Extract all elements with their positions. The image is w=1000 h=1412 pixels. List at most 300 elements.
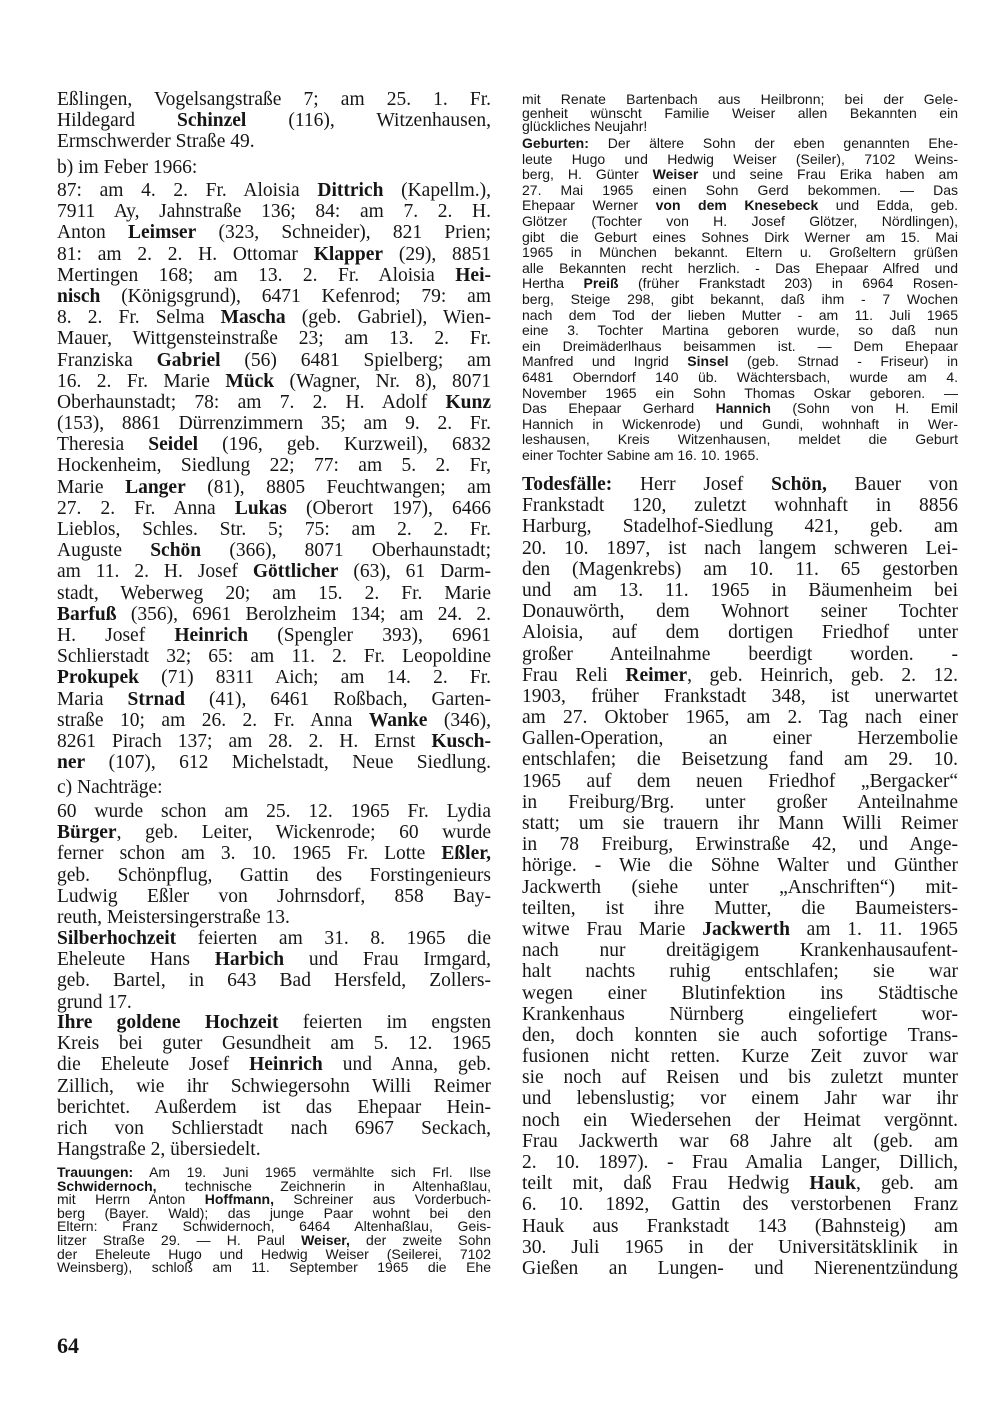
text-segment: (323, Schneider), 821 Prien; xyxy=(196,222,491,244)
text-line xyxy=(57,907,491,928)
bold-name: Göttlicher xyxy=(252,561,339,583)
bold-name: Schwidernoch, xyxy=(57,1177,157,1194)
text-segment: Eltern: Franz Schwidernoch, 6464 Altenhaßlau, Geis- xyxy=(57,1218,491,1235)
bold-name: Wanke xyxy=(368,709,428,731)
text-segment: und am 13. 11. 1965 in Bäumenheim bei xyxy=(522,579,958,601)
text-line xyxy=(57,1139,491,1160)
bold-name: Seidel xyxy=(148,434,199,456)
text-line xyxy=(522,183,958,199)
text-line xyxy=(522,308,958,324)
text-segment: Theresia xyxy=(57,434,149,456)
bold-name: Bürger xyxy=(57,822,117,844)
text-segment: (Spengler 393), 6961 xyxy=(248,624,491,646)
text-line xyxy=(57,843,491,864)
text-segment: rich von Schlierstadt nach 6967 Seckach, xyxy=(57,1117,491,1139)
text-segment: Schreiner aus Vorderbuch- xyxy=(273,1191,491,1208)
text-line xyxy=(522,276,958,292)
text-segment: der zweite Sohn xyxy=(349,1231,491,1248)
text-segment: ein Dreimäderlhaus beisammen ist. — Dem Ehepaar xyxy=(522,337,958,354)
bold-name: Geburten: xyxy=(522,135,589,151)
text-line xyxy=(57,970,491,991)
text-segment: am 11. 2. H. Josef xyxy=(57,561,253,583)
text-segment: 60 wurde schon am 25. 12. 1965 Fr. Lydia xyxy=(57,801,491,822)
text-segment: (56) 6481 Spielberg; am xyxy=(220,349,491,371)
text-segment: Jackwerth (siehe unter „Anschriften“) mit- xyxy=(522,876,958,898)
text-line xyxy=(57,307,491,328)
bold-name: Heinrich xyxy=(174,624,249,646)
text-segment: 20. 10. 1897, ist nach langem schweren Lei- xyxy=(522,537,958,559)
text-line xyxy=(57,731,491,752)
bold-name: Weiser xyxy=(652,166,699,183)
text-line xyxy=(522,1046,958,1067)
text-segment: Frankstadt 120, zuletzt wohnhaft in 8856 xyxy=(522,495,958,517)
text-line xyxy=(57,1012,491,1033)
text-segment: noch ein Wiedersehen der Heimat vergönnt. xyxy=(522,1109,958,1131)
bold-name: ner xyxy=(57,752,86,774)
text-line xyxy=(522,474,958,495)
text-line xyxy=(522,728,958,749)
text-segment: am 1. 11. 1965 xyxy=(789,918,958,940)
text-segment: (Kapellm.), xyxy=(383,180,491,201)
text-line xyxy=(522,292,958,308)
text-line xyxy=(57,752,491,773)
bold-name: Lukas xyxy=(234,497,287,519)
text-line xyxy=(522,495,958,516)
text-segment: Eheleute Hans xyxy=(57,949,215,971)
text-segment: , geb. am xyxy=(856,1173,958,1195)
bold-name: Dittrich xyxy=(317,180,384,201)
text-segment: Harburg, Stadelhof-Siedlung 421, geb. am xyxy=(522,516,958,538)
paragraph-addenda xyxy=(57,801,491,928)
text-line xyxy=(522,771,958,792)
text-line xyxy=(522,538,958,559)
text-line xyxy=(57,625,491,646)
bold-name: Weiser, xyxy=(301,1231,350,1248)
text-line xyxy=(522,601,958,622)
text-line xyxy=(522,432,958,448)
text-line xyxy=(522,813,958,834)
text-line xyxy=(57,519,491,540)
bold-name: Eßler, xyxy=(441,843,491,865)
text-segment: 81: am 2. 2. H. Ottomar xyxy=(57,243,314,265)
text-segment: Glötzer (Tochter von H. Josef Glötzer, Nördlingen), xyxy=(522,212,958,229)
text-segment: nach nur dreitägigem Krankenhausaufent- xyxy=(522,940,958,962)
text-segment: 27. Mai 1965 einen Sohn Gerd bekommen. — Das xyxy=(522,181,958,198)
text-line xyxy=(522,1088,958,1109)
text-segment: 7911 Ay, Jahnstraße 136; 84: am 7. 2. H. xyxy=(57,201,491,223)
bold-name: Mascha xyxy=(220,307,286,329)
paragraph-birthdays-february xyxy=(57,180,491,773)
text-segment: (346), xyxy=(427,709,491,731)
bold-name: Hoffmann, xyxy=(204,1191,274,1208)
text-segment: entschlafen; die Beisetzung fand am 29. 10. xyxy=(522,749,958,771)
bold-name: von dem Knesebeck xyxy=(655,197,819,214)
paragraph-golden-wedding xyxy=(57,1012,491,1160)
text-line xyxy=(57,886,491,907)
bold-name: Ihre goldene Hochzeit xyxy=(57,1012,279,1033)
text-segment: glückliches Neujahr! xyxy=(522,118,648,135)
text-segment: und Frau Irmgard, xyxy=(284,949,491,971)
text-line xyxy=(57,434,491,455)
text-line xyxy=(522,370,958,386)
text-segment: berg, Steige 298, gibt bekannt, daß ihm - 7 Wochen xyxy=(522,290,958,307)
text-segment: Krankenhaus Nürnberg eingeliefert wor- xyxy=(522,1003,958,1025)
text-segment: großer Anteilnahme beerdigt worden. - xyxy=(522,643,958,665)
text-line xyxy=(522,448,958,464)
text-line xyxy=(522,961,958,982)
bold-name: Hei- xyxy=(455,264,491,286)
bold-name: nisch xyxy=(57,285,101,307)
text-segment: fusionen nicht retten. Kurze Zeit zuvor war xyxy=(522,1046,958,1068)
text-segment: (Oberort 197), 6466 xyxy=(286,497,491,519)
text-segment: Zillich, wie ihr Schwiegersohn Willi Reimer xyxy=(57,1075,491,1097)
text-segment: Bauer von xyxy=(826,474,959,495)
bold-name: Leimser xyxy=(128,222,197,244)
text-segment: (153), 8861 Dürrenzimmern 35; am 9. 2. Fr. xyxy=(57,413,491,435)
text-segment: hörige. - Wie die Söhne Walter und Günther xyxy=(522,855,958,877)
text-segment: 8. 2. Fr. Selma xyxy=(57,307,221,329)
text-line xyxy=(522,898,958,919)
text-segment: (107), 612 Michelstadt, Neue Siedlung. xyxy=(85,752,491,774)
text-segment: witwe Frau Marie xyxy=(522,918,703,940)
text-segment: (geb. Gabriel), Wien- xyxy=(285,307,491,329)
text-segment: geb. Schönpflug, Gattin des Forstingenieurs xyxy=(57,864,491,886)
text-segment: , geb. Heinrich, geb. 2. 12. xyxy=(687,664,958,686)
text-segment: Gallen-Operation, an einer Herzembolie xyxy=(522,728,958,750)
text-segment: 1903, früher Frankstadt 348, ist unerwartet xyxy=(522,685,958,707)
text-line xyxy=(522,1194,958,1215)
text-line xyxy=(522,1173,958,1194)
text-segment: H. Josef xyxy=(57,624,175,646)
bold-name: Langer xyxy=(125,476,186,498)
text-segment: feierten am 31. 8. 1965 die xyxy=(176,928,491,949)
text-segment: stadt, Weberweg 20; am 15. 2. Fr. Marie xyxy=(57,582,491,604)
text-line xyxy=(57,498,491,519)
text-line xyxy=(57,89,491,110)
paragraph-birthdays-january-end xyxy=(57,89,491,153)
text-segment: Mauer, Wittgensteinstraße 23; am 13. 2. Fr. xyxy=(57,328,491,350)
text-segment: Auguste xyxy=(57,540,151,562)
text-segment: Hannich in Wickenrode) und Gundi, wohnhaft in Wer- xyxy=(522,415,958,432)
text-line xyxy=(522,136,958,152)
text-segment: Manfred und Ingrid xyxy=(522,353,688,370)
text-line xyxy=(57,1076,491,1097)
bold-name: Jackwerth xyxy=(702,918,790,940)
text-segment: Herr Josef xyxy=(612,474,772,495)
text-segment: leute Hugo und Hedwig Weiser (Seiler), 7102 Weins- xyxy=(522,150,958,167)
text-segment: c) Nachträge: xyxy=(57,777,163,798)
text-line xyxy=(57,561,491,582)
bold-name: Kusch- xyxy=(431,730,491,752)
text-line xyxy=(57,1097,491,1118)
text-segment: Maria xyxy=(57,688,128,710)
text-segment: Frau Jackwerth war 68 Jahre alt (geb. am xyxy=(522,1130,958,1152)
text-segment: Marie xyxy=(57,476,126,498)
bold-name: Kunz xyxy=(445,391,491,413)
text-line xyxy=(57,1261,491,1275)
text-line xyxy=(522,940,958,961)
text-line xyxy=(522,245,958,261)
text-segment: der Eheleute Hugo und Hedwig Weiser (Seilerei, 7102 xyxy=(57,1245,491,1262)
subheading-february xyxy=(57,157,491,178)
text-line xyxy=(522,1152,958,1173)
text-segment: und lebenslustig; vor einem Jahr war ihr xyxy=(522,1088,958,1110)
text-segment: Ermschwerder Straße 49. xyxy=(57,131,255,153)
text-line xyxy=(57,328,491,349)
text-line xyxy=(522,1110,958,1131)
bold-name: Harbich xyxy=(214,949,285,971)
text-line xyxy=(57,865,491,886)
text-segment: berg, H. Günter xyxy=(522,166,653,183)
text-line xyxy=(522,323,958,339)
text-segment: Kreis bei guter Gesundheit am 5. 12. 1965 xyxy=(57,1033,491,1055)
text-segment: (366), 8071 Oberhaunstadt; xyxy=(201,540,491,562)
text-segment: Das Ehepaar Gerhard xyxy=(522,400,716,417)
text-segment: alle Bekannten recht herzlich. - Das Ehepaar Alfred und xyxy=(522,259,958,276)
text-segment: Hangstraße 2, übersiedelt. xyxy=(57,1139,261,1161)
text-line xyxy=(522,339,958,355)
bold-name: Hauk xyxy=(809,1173,857,1195)
text-line xyxy=(522,1025,958,1046)
text-segment: die Eheleute Josef xyxy=(57,1054,250,1076)
text-segment: 6. 10. 1892, Gattin des verstorbenen Franz xyxy=(522,1194,958,1216)
text-line xyxy=(57,477,491,498)
text-segment: Anton xyxy=(57,222,128,244)
text-line xyxy=(522,1258,958,1279)
text-segment: (Sohn von H. Emil xyxy=(770,400,958,417)
text-segment: genheit wünscht Familie Weiser allen Bekannten ein xyxy=(522,104,958,121)
text-segment: sie noch auf Reisen und bis zuletzt munter xyxy=(522,1067,958,1089)
text-segment: (früher Frankstadt 203) in 6964 Rosen- xyxy=(618,275,958,292)
text-segment: 6481 Oberndorf 140 üb. Wächtersbach, wurde am 4. xyxy=(522,368,958,385)
bold-name: Schinzel xyxy=(177,110,247,132)
text-line xyxy=(522,855,958,876)
text-line xyxy=(522,834,958,855)
text-segment: (29), 8851 xyxy=(383,243,491,265)
text-segment: Gießen an Lungen- und Nierenentzündung xyxy=(522,1257,958,1279)
text-segment: teilten, ist ihre Mutter, die Baumeisters- xyxy=(522,897,958,919)
text-segment: Am 19. Juni 1965 vermählte sich Frl. Ilse xyxy=(133,1164,491,1180)
text-segment: in 78 Freiburg, Erwinstraße 42, und Ange- xyxy=(522,834,958,856)
text-line xyxy=(522,1216,958,1237)
text-segment: Weinsberg), schloß am 11. September 1965 die Ehe xyxy=(57,1259,491,1276)
text-segment: Eßlingen, Vogelsangstraße 7; am 25. 1. Fr. xyxy=(57,89,491,110)
text-segment: statt; um sie trauern ihr Mann Willi Reimer xyxy=(522,813,958,834)
text-segment: Hildegard xyxy=(57,110,177,132)
text-segment: einer Tochter Sabine am 16. 10. 1965. xyxy=(522,446,760,463)
text-segment: leshausen, Kreis Witzenhausen, meldet die Geburt xyxy=(522,431,958,448)
text-line xyxy=(57,350,491,371)
text-segment: ferner schon am 3. 10. 1965 Fr. Lotte xyxy=(57,843,442,865)
text-segment: reuth, Meistersingerstraße 13. xyxy=(57,906,290,928)
text-segment: eine 3. Tochter Martina geboren wurde, so daß nun xyxy=(522,322,958,339)
text-segment: den, doch konnten sie auch sofortige Trans- xyxy=(522,1024,958,1046)
paragraph-deaths xyxy=(522,474,958,1279)
bold-name: Hannich xyxy=(715,400,771,417)
text-line xyxy=(522,354,958,370)
text-line xyxy=(522,749,958,770)
text-segment: (71) 8311 Aich; am 14. 2. Fr. xyxy=(139,667,491,689)
text-line xyxy=(522,1237,958,1258)
bold-name: Heinrich xyxy=(249,1054,323,1076)
text-segment: November 1965 ein Sohn Thomas Oskar geboren. — xyxy=(522,384,958,401)
text-segment: (63), 61 Darm- xyxy=(338,561,491,583)
text-line xyxy=(522,665,958,686)
text-line xyxy=(522,792,958,813)
text-line xyxy=(522,152,958,168)
paragraph-silver-wedding xyxy=(57,928,491,1013)
text-line xyxy=(522,707,958,728)
text-segment: technische Zeichnerin in Altenhaßlau, xyxy=(156,1177,491,1194)
text-segment: Ludwig Eßler von Johrnsdorf, 858 Bay- xyxy=(57,885,491,907)
text-segment: (81), 8805 Feuchtwangen; am xyxy=(185,476,492,498)
text-line xyxy=(522,1004,958,1025)
text-segment: litzer Straße 29. — H. Paul xyxy=(57,1231,302,1248)
text-segment: und Edda, geb. xyxy=(818,197,958,214)
bold-name: Prokupek xyxy=(57,667,139,689)
text-segment: und seine Frau Erika haben am xyxy=(698,166,958,183)
bold-name: Schön, xyxy=(771,474,827,495)
bold-name: Schön xyxy=(150,540,202,562)
text-line xyxy=(57,157,491,178)
text-segment: (41), 6461 Roßbach, Garten- xyxy=(184,688,491,710)
text-line xyxy=(57,992,491,1013)
bold-name: Sinsel xyxy=(687,353,729,370)
text-segment: Oberhaunstadt; 78: am 7. 2. H. Adolf xyxy=(57,391,446,413)
bold-name: Strnad xyxy=(127,688,185,710)
paragraph-weddings xyxy=(57,1166,491,1275)
text-segment: Aloisia, auf dem dortigen Friedhof unter xyxy=(522,622,958,644)
text-line xyxy=(57,1033,491,1054)
bold-name: Reimer xyxy=(625,664,688,686)
text-segment: 1965 in München bekannt. Eltern u. Großeltern grüßen xyxy=(522,244,958,261)
text-line xyxy=(57,413,491,434)
text-line xyxy=(522,1131,958,1152)
text-line xyxy=(57,110,491,131)
text-line xyxy=(57,710,491,731)
text-segment: am 27. Oktober 1965, am 2. Tag nach einer xyxy=(522,707,958,729)
paragraph-births xyxy=(522,136,958,463)
text-line xyxy=(522,644,958,665)
text-line xyxy=(57,265,491,286)
text-line xyxy=(522,559,958,580)
text-line xyxy=(57,392,491,413)
text-segment: 16. 2. Fr. Marie xyxy=(57,370,226,392)
text-segment: Lieblos, Schles. Str. 5; 75: am 2. 2. Fr. xyxy=(57,519,491,540)
text-segment: Hauk aus Frankstadt 143 (Bahnsteig) am xyxy=(522,1215,958,1237)
text-segment: gibt die Geburt eines Sohnes Dirk Werner am 15. Mai xyxy=(522,228,958,245)
text-line xyxy=(522,516,958,537)
text-segment: (196, geb. Kurzweil), 6832 xyxy=(198,434,491,456)
text-segment: straße 10; am 26. 2. Fr. Anna xyxy=(57,709,369,731)
text-segment: Hertha xyxy=(522,275,584,292)
bold-name: Preiß xyxy=(583,275,619,292)
text-line xyxy=(57,928,491,949)
text-segment: feierten im engsten xyxy=(278,1012,491,1033)
text-line xyxy=(57,455,491,476)
text-line xyxy=(57,777,491,798)
text-segment: Mertingen 168; am 13. 2. Fr. Aloisia xyxy=(57,264,456,286)
text-line xyxy=(522,214,958,230)
text-line xyxy=(57,222,491,243)
text-segment: (Königsgrund), 6471 Kefenrod; 79: am xyxy=(100,285,491,307)
paragraph-weddings-continued xyxy=(522,93,958,134)
text-segment: halt nachts ruhig entschlafen; sie war xyxy=(522,961,958,983)
subheading-addenda xyxy=(57,777,491,798)
text-segment: Schlierstadt 32; 65: am 11. 2. Fr. Leopoldine xyxy=(57,646,491,668)
text-segment: b) im Feber 1966: xyxy=(57,157,198,178)
text-segment: Frau Reli xyxy=(522,664,626,686)
text-segment: 8261 Pirach 137; am 28. 2. H. Ernst xyxy=(57,730,432,752)
text-line xyxy=(522,580,958,601)
text-line xyxy=(522,686,958,707)
text-line xyxy=(522,877,958,898)
text-segment: 87: am 4. 2. Fr. Aloisia xyxy=(57,180,318,201)
text-segment: wegen einer Blutinfektion ins Städtische xyxy=(522,982,958,1004)
text-line xyxy=(522,261,958,277)
text-segment: 27. 2. Fr. Anna xyxy=(57,497,235,519)
text-segment: den (Magenkrebs) am 10. 11. 65 gestorben xyxy=(522,558,958,580)
text-line xyxy=(57,1118,491,1139)
text-line xyxy=(522,622,958,643)
text-line xyxy=(522,919,958,940)
text-line xyxy=(57,604,491,625)
text-segment: berichtet. Außerdem ist das Ehepaar Hein- xyxy=(57,1096,491,1118)
text-line xyxy=(522,198,958,214)
bold-name: Gabriel xyxy=(156,349,221,371)
text-line xyxy=(522,120,958,134)
text-line xyxy=(522,983,958,1004)
text-segment: , geb. Leiter, Wickenrode; 60 wurde xyxy=(116,822,491,844)
text-segment: (356), 6961 Berolzheim 134; am 24. 2. xyxy=(116,603,491,625)
text-line xyxy=(522,386,958,402)
text-segment: berg (Bayer. Wald); das junge Paar wohnt bei den xyxy=(57,1204,491,1221)
text-segment: in Freiburg/Brg. unter großer Anteilnahme xyxy=(522,791,958,813)
text-line xyxy=(57,646,491,667)
text-segment: Der ältere Sohn der eben genannten Ehe- xyxy=(588,135,958,151)
text-segment: grund 17. xyxy=(57,991,132,1013)
bold-name: Mück xyxy=(225,370,275,392)
text-segment: Hockenheim, Siedlung 22; 77: am 5. 2. Fr, xyxy=(57,455,491,477)
text-segment: und Anna, geb. xyxy=(322,1054,491,1076)
text-segment: Franziska xyxy=(57,349,157,371)
text-segment: teilt mit, daß Frau Hedwig xyxy=(522,1173,810,1195)
text-line xyxy=(57,540,491,561)
text-line xyxy=(57,286,491,307)
text-segment: (geb. Strnad - Friseur) in xyxy=(728,353,958,370)
bold-name: Trauungen: xyxy=(57,1164,134,1180)
text-line xyxy=(57,180,491,201)
text-segment: Ehepaar Werner xyxy=(522,197,656,214)
text-segment: mit Herrn Anton xyxy=(57,1191,205,1208)
text-line xyxy=(57,689,491,710)
bold-name: Barfuß xyxy=(57,603,117,625)
text-segment: 2. 10. 1897). - Frau Amalia Langer, Dillich, xyxy=(522,1152,958,1173)
text-line xyxy=(57,667,491,688)
text-line xyxy=(57,822,491,843)
text-line xyxy=(57,131,491,152)
text-segment: (Wagner, Nr. 8), 8071 xyxy=(274,370,491,392)
text-segment: 30. Juli 1965 in der Universitätsklinik in xyxy=(522,1236,958,1258)
text-line xyxy=(522,167,958,183)
bold-name: Klapper xyxy=(313,243,384,265)
text-line xyxy=(57,801,491,822)
text-line xyxy=(57,201,491,222)
text-line xyxy=(57,949,491,970)
text-line xyxy=(522,401,958,417)
text-segment: mit Renate Bartenbach aus Heilbronn; bei der Gele- xyxy=(522,91,958,107)
page-number: 64 xyxy=(57,1333,79,1358)
